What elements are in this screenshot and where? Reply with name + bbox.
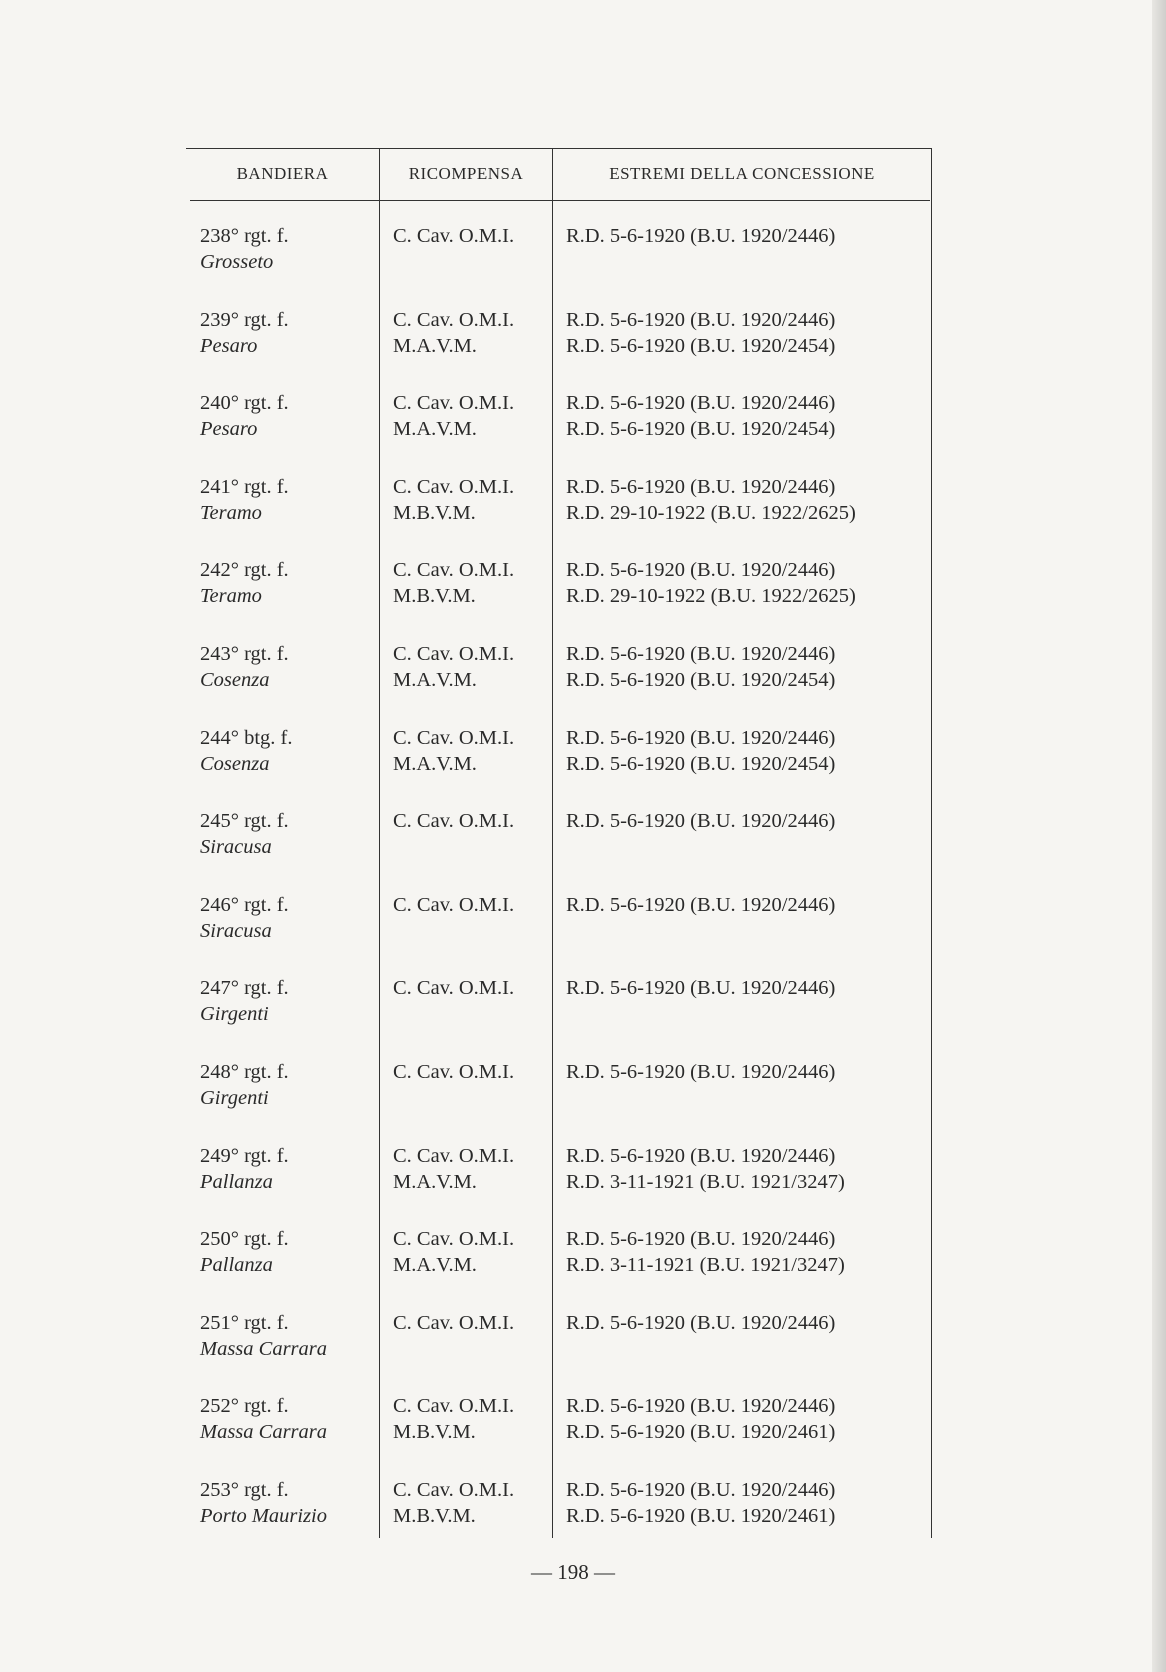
column-divider: [379, 148, 380, 1538]
unit-city: Massa Carrara: [200, 1421, 328, 1444]
award-text: M.B.V.M.: [393, 501, 476, 524]
concession-reference: R.D. 5-6-1920 (B.U. 1920/2446): [566, 559, 836, 582]
unit-city: Pallanza: [200, 1254, 273, 1277]
unit-name: 247° rgt. f.: [200, 977, 289, 1000]
bandiera-cell: [200, 307, 289, 359]
bandiera-cell: [200, 725, 292, 777]
table-header-rule: [190, 200, 930, 201]
award-text: C. Cav. O.M.I.: [393, 1311, 515, 1334]
bandiera-cell: [200, 1310, 327, 1362]
unit-name: 238° rgt. f.: [200, 225, 289, 247]
bandiera-cell: [200, 557, 289, 609]
bandiera-cell: [200, 1393, 327, 1445]
bandiera-cell: [200, 808, 289, 860]
unit-name: 251° rgt. f.: [200, 1311, 289, 1334]
award-text: C. Cav. O.M.I.: [393, 643, 515, 665]
decorations-table: [186, 148, 932, 1538]
ricompensa-cell: [393, 1393, 514, 1445]
estremi-cell: [566, 557, 856, 609]
award-text: C. Cav. O.M.I.: [393, 559, 515, 582]
bandiera-cell: [200, 390, 289, 442]
estremi-cell: [566, 892, 835, 918]
estremi-cell: [566, 1393, 835, 1445]
table-right-border: [931, 148, 932, 1538]
concession-reference: R.D. 5-6-1920 (B.U. 1920/2454): [566, 669, 836, 691]
ricompensa-cell: [393, 808, 514, 834]
award-text: M.B.V.M.: [393, 1505, 476, 1527]
concession-reference: R.D. 5-6-1920 (B.U. 1920/2446): [566, 1395, 836, 1418]
unit-name: 253° rgt. f.: [200, 1479, 289, 1501]
ricompensa-cell: [393, 223, 514, 249]
award-text: C. Cav. O.M.I.: [393, 225, 515, 247]
concession-reference: R.D. 29-10-1922 (B.U. 1922/2625): [566, 585, 856, 608]
bandiera-cell: [200, 892, 289, 944]
bandiera-cell: [200, 474, 289, 526]
ricompensa-cell: [393, 975, 514, 1001]
unit-name: 242° rgt. f.: [200, 559, 289, 582]
concession-reference: R.D. 5-6-1920 (B.U. 1920/2446): [566, 977, 836, 1000]
award-text: C. Cav. O.M.I.: [393, 1144, 515, 1167]
unit-name: 252° rgt. f.: [200, 1395, 289, 1418]
column-header-bandiera: BANDIERA: [236, 164, 329, 183]
award-text: C. Cav. O.M.I.: [393, 1395, 515, 1418]
estremi-cell: [566, 975, 835, 1001]
award-text: M.A.V.M.: [393, 752, 477, 775]
estremi-cell: [566, 1310, 835, 1336]
estremi-cell: [566, 1226, 845, 1278]
unit-city: Grosseto: [200, 251, 274, 273]
award-text: M.A.V.M.: [393, 418, 477, 441]
award-text: M.A.V.M.: [393, 669, 477, 691]
concession-reference: R.D. 5-6-1920 (B.U. 1920/2446): [566, 1479, 836, 1501]
ricompensa-cell: [393, 474, 514, 526]
unit-city: Cosenza: [200, 752, 270, 775]
unit-city: Porto Maurizio: [200, 1505, 327, 1527]
award-text: M.B.V.M.: [393, 1421, 476, 1444]
concession-reference: R.D. 29-10-1922 (B.U. 1922/2625): [566, 501, 856, 524]
unit-name: 248° rgt. f.: [200, 1061, 289, 1083]
bandiera-cell: [200, 1143, 289, 1195]
ricompensa-cell: [393, 1477, 514, 1529]
bandiera-cell: [200, 1477, 327, 1529]
unit-name: 240° rgt. f.: [200, 392, 289, 415]
concession-reference: R.D. 3-11-1921 (B.U. 1921/3247): [566, 1254, 845, 1277]
concession-reference: R.D. 5-6-1920 (B.U. 1920/2446): [566, 810, 836, 833]
award-text: M.A.V.M.: [393, 1254, 477, 1277]
ricompensa-cell: [393, 892, 514, 918]
unit-city: Teramo: [200, 501, 262, 524]
ricompensa-cell: [393, 1143, 514, 1195]
unit-name: 246° rgt. f.: [200, 893, 289, 916]
concession-reference: R.D. 5-6-1920 (B.U. 1920/2446): [566, 643, 836, 665]
unit-city: Pallanza: [200, 1170, 273, 1193]
concession-reference: R.D. 5-6-1920 (B.U. 1920/2446): [566, 1228, 836, 1251]
estremi-cell: [566, 307, 835, 359]
concession-reference: R.D. 5-6-1920 (B.U. 1920/2461): [566, 1421, 836, 1444]
award-text: C. Cav. O.M.I.: [393, 893, 515, 916]
ricompensa-cell: [393, 307, 514, 359]
column-header-ricompensa: RICOMPENSA: [408, 164, 524, 183]
concession-reference: R.D. 5-6-1920 (B.U. 1920/2461): [566, 1505, 836, 1527]
ricompensa-cell: [393, 725, 514, 777]
estremi-cell: [566, 725, 835, 777]
estremi-cell: [566, 223, 835, 249]
ricompensa-cell: [393, 1059, 514, 1085]
award-text: C. Cav. O.M.I.: [393, 308, 515, 331]
award-text: C. Cav. O.M.I.: [393, 1479, 515, 1501]
unit-name: 249° rgt. f.: [200, 1144, 289, 1167]
unit-name: 245° rgt. f.: [200, 810, 289, 833]
concession-reference: R.D. 5-6-1920 (B.U. 1920/2446): [566, 308, 836, 331]
unit-name: 239° rgt. f.: [200, 308, 289, 331]
estremi-cell: [566, 808, 835, 834]
award-text: M.A.V.M.: [393, 334, 477, 357]
unit-name: 244° btg. f.: [200, 726, 293, 749]
estremi-cell: [566, 1143, 845, 1195]
unit-city: Siracusa: [200, 919, 272, 942]
award-text: C. Cav. O.M.I.: [393, 1061, 515, 1083]
ricompensa-cell: [393, 1226, 514, 1278]
award-text: C. Cav. O.M.I.: [393, 977, 515, 1000]
unit-name: 243° rgt. f.: [200, 643, 289, 665]
concession-reference: R.D. 5-6-1920 (B.U. 1920/2454): [566, 418, 836, 441]
column-divider: [552, 148, 553, 1538]
page-number: — 198 —: [531, 1560, 615, 1584]
page-edge-shadow: [1152, 0, 1166, 1672]
unit-city: Siracusa: [200, 836, 272, 859]
estremi-cell: [566, 1059, 835, 1085]
bandiera-cell: [200, 975, 289, 1027]
unit-name: 241° rgt. f.: [200, 475, 289, 498]
award-text: C. Cav. O.M.I.: [393, 726, 515, 749]
bandiera-cell: [200, 641, 289, 693]
concession-reference: R.D. 5-6-1920 (B.U. 1920/2454): [566, 752, 836, 775]
unit-city: Massa Carrara: [200, 1337, 328, 1360]
bandiera-cell: [200, 1059, 289, 1111]
concession-reference: R.D. 5-6-1920 (B.U. 1920/2446): [566, 1061, 836, 1083]
unit-name: 250° rgt. f.: [200, 1228, 289, 1251]
concession-reference: R.D. 5-6-1920 (B.U. 1920/2446): [566, 726, 836, 749]
column-header-estremi: ESTREMI DELLA CONCESSIONE: [609, 164, 875, 183]
unit-city: Girgenti: [200, 1087, 269, 1109]
award-text: C. Cav. O.M.I.: [393, 810, 515, 833]
unit-city: Pesaro: [200, 334, 258, 357]
estremi-cell: [566, 641, 835, 693]
award-text: C. Cav. O.M.I.: [393, 392, 515, 415]
unit-city: Cosenza: [200, 669, 270, 691]
concession-reference: R.D. 5-6-1920 (B.U. 1920/2454): [566, 334, 836, 357]
unit-city: Girgenti: [200, 1003, 269, 1026]
unit-city: Pesaro: [200, 418, 258, 441]
ricompensa-cell: [393, 641, 514, 693]
concession-reference: R.D. 5-6-1920 (B.U. 1920/2446): [566, 1144, 836, 1167]
concession-reference: R.D. 5-6-1920 (B.U. 1920/2446): [566, 893, 836, 916]
bandiera-cell: [200, 223, 289, 275]
estremi-cell: [566, 474, 856, 526]
concession-reference: R.D. 5-6-1920 (B.U. 1920/2446): [566, 475, 836, 498]
ricompensa-cell: [393, 390, 514, 442]
concession-reference: R.D. 5-6-1920 (B.U. 1920/2446): [566, 225, 836, 247]
ricompensa-cell: [393, 1310, 514, 1336]
concession-reference: R.D. 5-6-1920 (B.U. 1920/2446): [566, 392, 836, 415]
bandiera-cell: [200, 1226, 289, 1278]
unit-city: Teramo: [200, 585, 262, 608]
concession-reference: R.D. 3-11-1921 (B.U. 1921/3247): [566, 1170, 845, 1193]
estremi-cell: [566, 1477, 835, 1529]
estremi-cell: [566, 390, 835, 442]
award-text: C. Cav. O.M.I.: [393, 475, 515, 498]
award-text: M.B.V.M.: [393, 585, 476, 608]
concession-reference: R.D. 5-6-1920 (B.U. 1920/2446): [566, 1311, 836, 1334]
ricompensa-cell: [393, 557, 514, 609]
award-text: C. Cav. O.M.I.: [393, 1228, 515, 1251]
award-text: M.A.V.M.: [393, 1170, 477, 1193]
